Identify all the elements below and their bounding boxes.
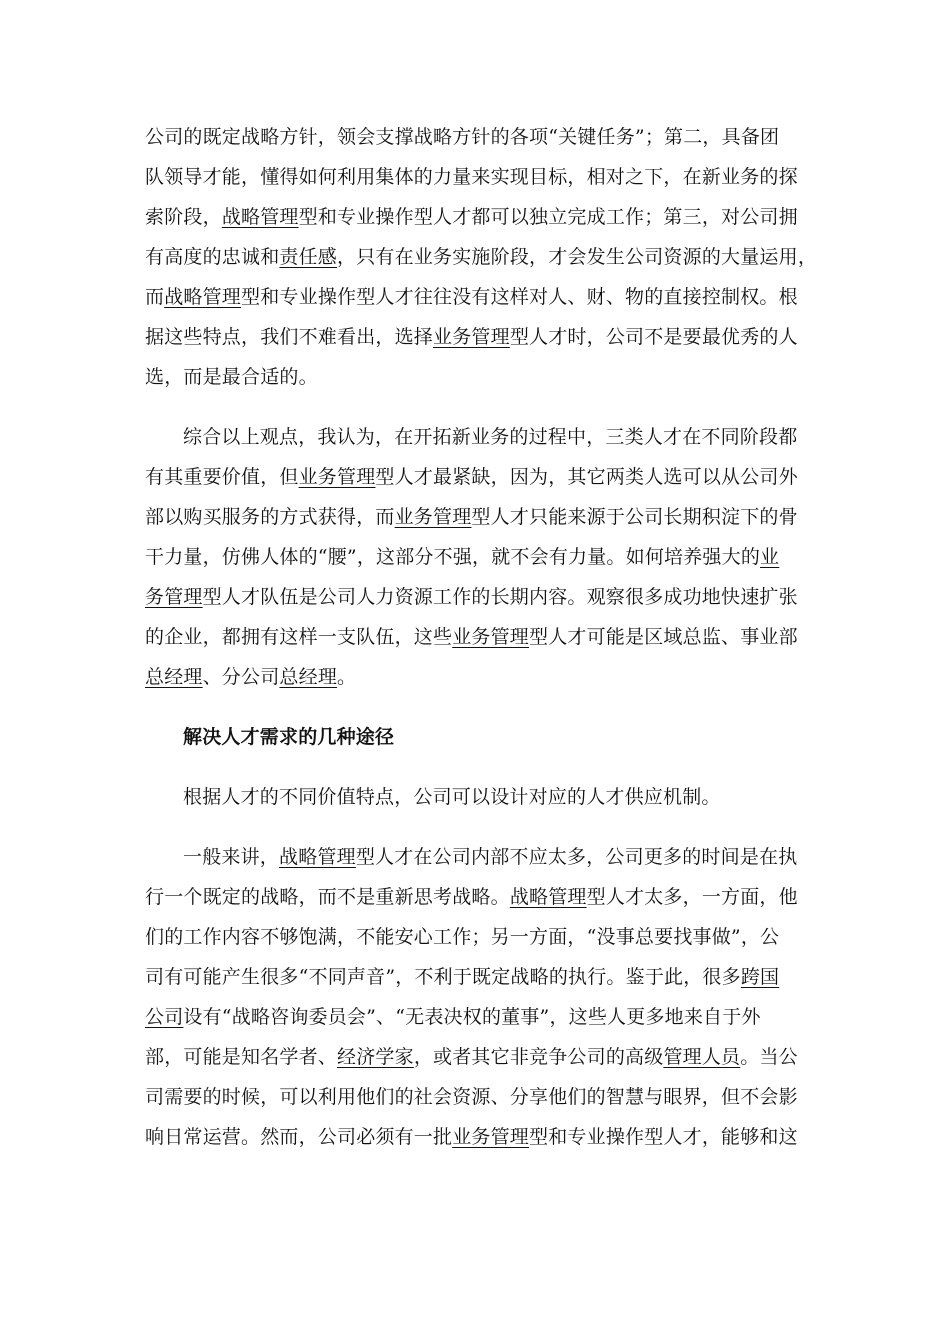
text-run: 索阶段， bbox=[145, 206, 222, 228]
text-run: 部，可能是知名学者、 bbox=[145, 1046, 338, 1068]
keyword-link[interactable]: 业务管理 bbox=[394, 506, 472, 528]
keyword-link[interactable]: 责任感 bbox=[279, 246, 338, 268]
text-line bbox=[145, 464, 810, 490]
text-run: 型和专业操作型人才往往没有这样对人、财、物的直接控制权。根 bbox=[241, 286, 798, 308]
text-run: 有其重要价值，但 bbox=[145, 466, 299, 488]
text-line bbox=[145, 584, 810, 610]
text-run: 司需要的时候，可以利用他们的社会资源、分享他们的智慧与眼界，但不会影 bbox=[145, 1086, 798, 1108]
text-run: 型人才可能是区域总监、事业部 bbox=[529, 626, 798, 648]
text-run: 部以购买服务的方式获得，而 bbox=[145, 506, 395, 528]
keyword-link[interactable]: 经济学家 bbox=[337, 1046, 414, 1068]
keyword-link[interactable]: 总经理 bbox=[279, 666, 338, 688]
text-line bbox=[145, 964, 810, 990]
text-run: 型人才只能来源于公司长期积淀下的骨 bbox=[471, 506, 798, 528]
text-line bbox=[183, 784, 848, 810]
section-heading bbox=[183, 724, 848, 750]
text-run: 型人才在公司内部不应太多，公司更多的时间是在执 bbox=[355, 846, 798, 868]
text-run: 设有“战略咨询委员会”、“无表决权的董事”，这些人更多地来自于外 bbox=[183, 1006, 761, 1028]
keyword-link[interactable]: 跨国 bbox=[740, 966, 780, 988]
text-line bbox=[145, 624, 810, 650]
text-line bbox=[145, 1004, 810, 1030]
text-line bbox=[145, 364, 810, 390]
text-run: 。 bbox=[337, 666, 357, 688]
keyword-link[interactable]: 业务管理 bbox=[452, 1126, 530, 1148]
text-line bbox=[183, 424, 848, 450]
text-run: 型人才队伍是公司人力资源工作的长期内容。观察很多成功地快速扩张 bbox=[202, 586, 798, 608]
text-line bbox=[145, 1044, 810, 1070]
text-line bbox=[145, 204, 810, 230]
text-line bbox=[145, 1124, 810, 1150]
keyword-link[interactable]: 战略管理 bbox=[509, 886, 587, 908]
text-line bbox=[145, 1084, 810, 1110]
text-run: 型和专业操作型人才，能够和这 bbox=[529, 1126, 798, 1148]
text-run: 型人才太多，一方面，他 bbox=[586, 886, 798, 908]
text-run: 行一个既定的战略，而不是重新思考战略。 bbox=[145, 886, 510, 908]
text-line bbox=[145, 924, 810, 950]
text-line bbox=[145, 244, 818, 270]
text-run: 型人才最紧缺，因为，其它两类人选可以从公司外 bbox=[375, 466, 798, 488]
text-run: 、分公司 bbox=[202, 666, 280, 688]
text-line bbox=[145, 124, 810, 150]
keyword-link[interactable]: 业务管理 bbox=[452, 626, 530, 648]
keyword-link[interactable]: 管理人员 bbox=[663, 1046, 741, 1068]
text-line bbox=[183, 844, 848, 870]
keyword-link[interactable]: 战略管理 bbox=[221, 206, 299, 228]
text-run: 队领导才能，懂得如何利用集体的力量来实现目标，相对之下，在新业务的探 bbox=[145, 166, 798, 188]
text-line bbox=[145, 504, 810, 530]
text-run: 有高度的忠诚和 bbox=[145, 246, 280, 268]
text-run: 选，而是最合适的。 bbox=[145, 366, 318, 388]
text-run: 一般来讲， bbox=[183, 846, 280, 868]
keyword-link[interactable]: 战略管理 bbox=[279, 846, 356, 868]
keyword-link[interactable]: 务管理 bbox=[145, 586, 203, 608]
keyword-link[interactable]: 业 bbox=[760, 546, 780, 568]
text-run: ，只有在业务实施阶段，才会发生公司资源的大量运用， bbox=[337, 246, 818, 268]
keyword-link[interactable]: 战略管理 bbox=[164, 286, 242, 308]
text-run: 而 bbox=[145, 286, 165, 308]
text-run: 型人才时，公司不是要最优秀的人 bbox=[509, 326, 798, 348]
text-run: ，或者其它非竞争公司的高级 bbox=[413, 1046, 664, 1068]
keyword-link[interactable]: 业务管理 bbox=[298, 466, 376, 488]
keyword-link[interactable]: 公司 bbox=[145, 1006, 184, 1028]
text-line bbox=[145, 164, 810, 190]
text-line bbox=[145, 284, 810, 310]
text-run: 公司的既定战略方针，领会支撑战略方针的各项“关键任务”；第二，具备团 bbox=[145, 126, 780, 148]
text-line bbox=[145, 544, 810, 570]
text-run: 们的工作内容不够饱满，不能安心工作；另一方面，“没事总要找事做”，公 bbox=[145, 926, 780, 948]
text-run: 据这些特点，我们不难看出，选择 bbox=[145, 326, 434, 348]
keyword-link[interactable]: 总经理 bbox=[145, 666, 203, 688]
text-run: 解决人才需求的几种途径 bbox=[183, 726, 395, 748]
text-run: 响日常运营。然而，公司必须有一批 bbox=[145, 1126, 453, 1148]
text-run: 。当公 bbox=[740, 1046, 798, 1068]
text-run: 根据人才的不同价值特点，公司可以设计对应的人才供应机制。 bbox=[183, 786, 721, 808]
text-line bbox=[145, 664, 810, 690]
text-run: 司有可能产生很多“不同声音”，不利于既定战略的执行。鉴于此，很多 bbox=[145, 966, 741, 988]
text-run: 综合以上观点，我认为，在开拓新业务的过程中，三类人才在不同阶段都 bbox=[183, 426, 798, 448]
text-line bbox=[145, 884, 810, 910]
text-run: 的企业，都拥有这样一支队伍，这些 bbox=[145, 626, 453, 648]
keyword-link[interactable]: 业务管理 bbox=[433, 326, 510, 348]
text-run: 干力量，仿佛人体的“腰”，这部分不强，就不会有力量。如何培养强大的 bbox=[145, 546, 761, 568]
text-run: 型和专业操作型人才都可以独立完成工作；第三，对公司拥 bbox=[298, 206, 798, 228]
text-line bbox=[145, 324, 810, 350]
